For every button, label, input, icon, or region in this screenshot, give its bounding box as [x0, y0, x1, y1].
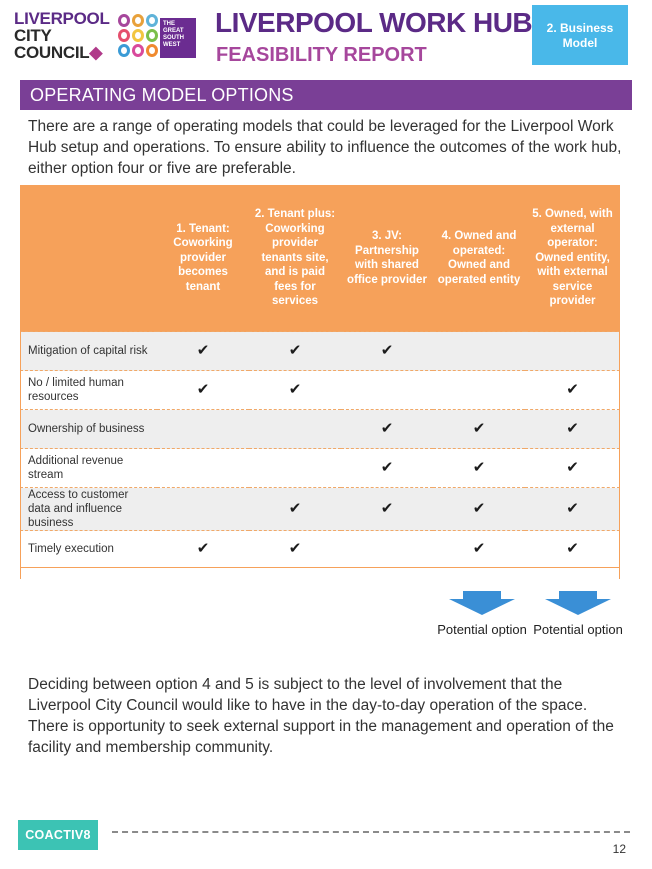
check-icon: ✔: [249, 371, 341, 410]
check-icon: ✔: [157, 531, 249, 568]
check-icon: ✔: [525, 371, 620, 410]
empty-cell: [433, 332, 525, 371]
empty-cell: [157, 410, 249, 449]
check-icon: ✔: [433, 410, 525, 449]
section-tab-label: 2. Business Model: [546, 21, 614, 50]
check-icon: ✔: [341, 449, 433, 488]
check-icon: ✔: [157, 371, 249, 410]
liverpool-city-council-logo: [14, 9, 110, 62]
great-south-west-logo: THE GREAT SOUTH WEST: [160, 18, 196, 58]
check-icon: ✔: [157, 332, 249, 371]
empty-cell: [341, 531, 433, 568]
table-row: [20, 449, 620, 488]
page-title: LIVERPOOL WORK HUB: [215, 7, 533, 38]
check-icon: ✔: [525, 410, 620, 449]
check-icon: ✔: [249, 531, 341, 568]
table-row: [20, 332, 620, 371]
section-tab-business-model: [532, 5, 628, 65]
empty-cell: [157, 488, 249, 531]
table-row: [20, 371, 620, 410]
column-header-option-1: 1. Tenant: Coworking provider becomes tenant: [157, 185, 249, 332]
table-row: [20, 410, 620, 449]
empty-cell: [525, 332, 620, 371]
empty-cell: [157, 449, 249, 488]
check-icon: ✔: [341, 332, 433, 371]
page-number: 12: [612, 842, 626, 856]
row-label: No / limited human resources: [20, 371, 157, 410]
down-arrow-icon: [449, 591, 515, 615]
row-label: Timely execution: [20, 531, 157, 568]
down-arrow-icon: [545, 591, 611, 615]
empty-cell: [249, 449, 341, 488]
check-icon: ✔: [249, 488, 341, 531]
column-header-option-5: 5. Owned, with external operator: Owned entity, with external service provider: [525, 185, 620, 332]
potential-option-label: Potential option: [437, 622, 527, 637]
check-icon: ✔: [433, 531, 525, 568]
check-icon: ✔: [525, 531, 620, 568]
page-subtitle: FEASIBILITY REPORT: [216, 44, 427, 66]
column-header-option-4: 4. Owned and operated: Owned and operated entity: [433, 185, 525, 332]
empty-cell: [341, 371, 433, 410]
liverpool-circles-logo-icon: [118, 14, 158, 62]
table-corner-cell: [20, 185, 157, 332]
section-heading: OPERATING MODEL OPTIONS: [20, 80, 632, 110]
logo-line-city: CITY: [14, 26, 52, 45]
empty-cell: [249, 410, 341, 449]
footer-divider: [112, 831, 630, 833]
row-label: Mitigation of capital risk: [20, 332, 157, 371]
check-icon: ✔: [433, 488, 525, 531]
row-label: Additional revenue stream: [20, 449, 157, 488]
coactiv8-logo: COACTIV8: [18, 820, 98, 850]
logo-line-liverpool: LIVERPOOL: [14, 9, 110, 28]
row-label: Ownership of business: [20, 410, 157, 449]
table-header-row: [20, 185, 620, 332]
check-icon: ✔: [525, 449, 620, 488]
table-row: [20, 488, 620, 531]
logo-line-council: COUNCIL◆: [14, 43, 103, 62]
check-icon: ✔: [433, 449, 525, 488]
check-icon: ✔: [249, 332, 341, 371]
conclusion-paragraph: Deciding between option 4 and 5 is subject to the level of involvement that the Liverpool City Council would like to have in the day-to-day operation of the space. There is opportunity to seek external support in the management and operation of the facility and membership community.: [28, 676, 614, 756]
empty-cell: [433, 371, 525, 410]
intro-paragraph: There are a range of operating models that could be leveraged for the Liverpool Work Hub setup and operations. To ensure ability to influence the outcomes of the work hub, either option four or five are preferable.: [28, 118, 622, 177]
column-header-option-3: 3. JV: Partnership with shared office provider: [341, 185, 433, 332]
column-header-option-2: 2. Tenant plus: Coworking provider tenants site, and is paid fees for services: [249, 185, 341, 332]
row-label: Access to customer data and influence business: [20, 488, 157, 531]
table-row: [20, 531, 620, 568]
operating-models-table: [20, 185, 620, 568]
check-icon: ✔: [525, 488, 620, 531]
check-icon: ✔: [341, 410, 433, 449]
potential-option-label: Potential option: [533, 622, 623, 637]
check-icon: ✔: [341, 488, 433, 531]
